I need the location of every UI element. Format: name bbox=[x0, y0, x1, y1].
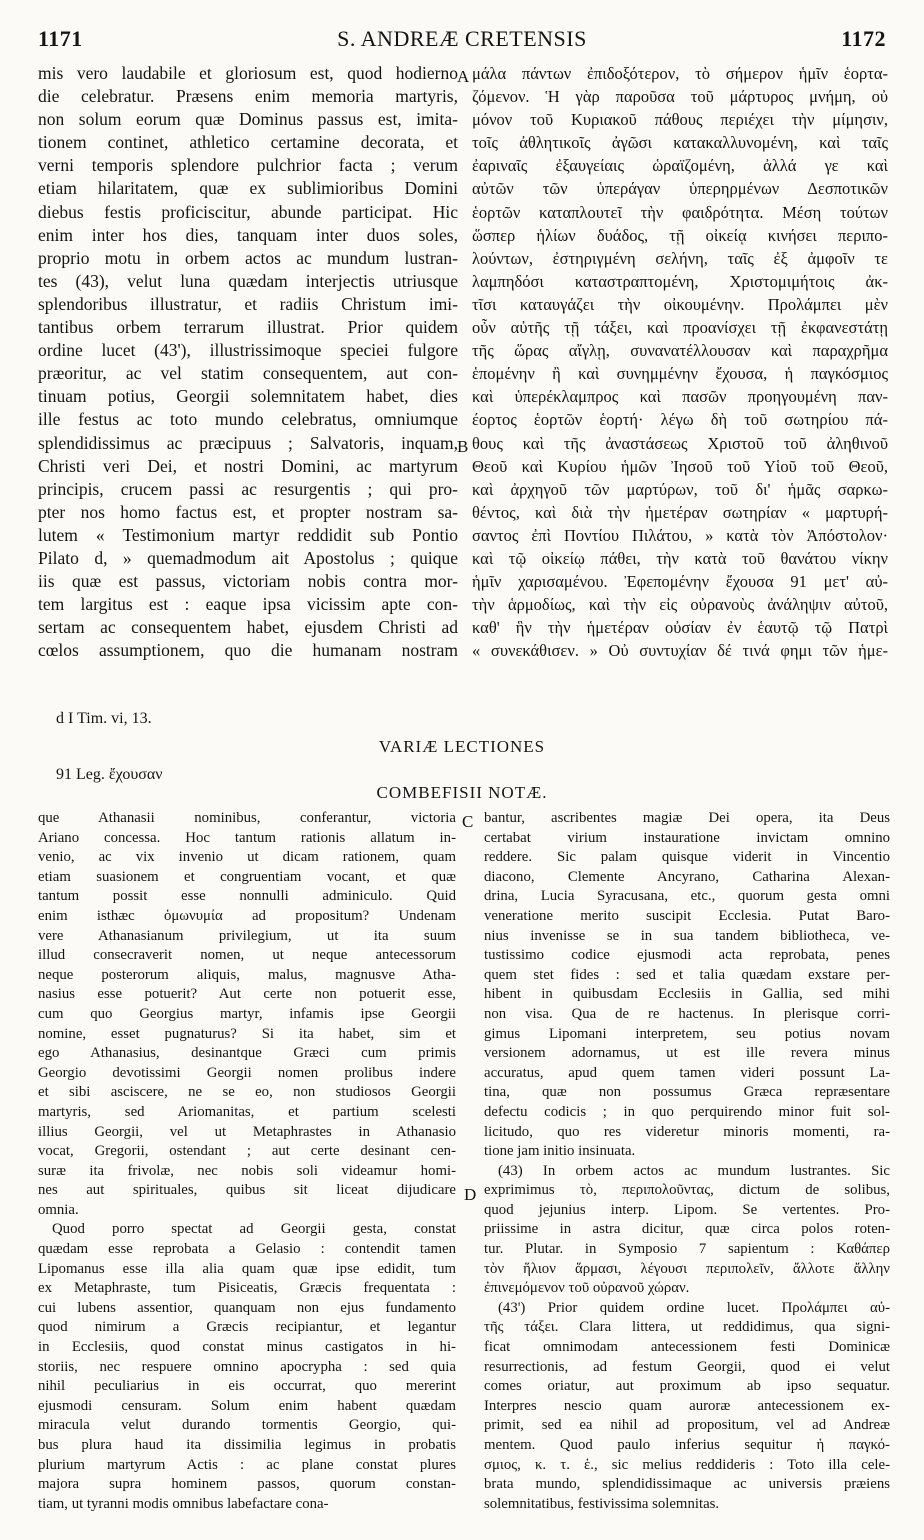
variant-reading-91: 91 Leg. ἔχουσαν bbox=[56, 766, 163, 783]
notes-left-column bbox=[38, 809, 456, 1514]
text-line: diacono, Clemente Ancyrano, Catharina Alexan- bbox=[484, 868, 890, 885]
text-line: nomine, esset pugnaturus? Si ita habet, sim et bbox=[38, 1025, 456, 1042]
notes-right-column bbox=[484, 809, 890, 1514]
text-line: brata mundo, splendidissimaque ac universis præiens bbox=[484, 1476, 890, 1493]
text-line: defectu codicis ; in quo perquirendo minor fuit sol- bbox=[484, 1103, 890, 1120]
text-line: verni temporis splendore pulchrior facta ; verum bbox=[38, 155, 458, 176]
text-line: tionem continet, athletico certamine decorata, et bbox=[38, 132, 458, 153]
text-line: lutem « Testimonium martyr reddidit sub Pontio bbox=[38, 524, 458, 545]
text-line: exprimimus τὸ, περιπολοῦντας, dictum de solibus, bbox=[484, 1182, 890, 1199]
margin-marker-d: D bbox=[464, 1185, 477, 1204]
text-line: καὶ τῷ οἰκείῳ πάθει, τὴν κατὰ τοῦ θανάτου νίκην bbox=[472, 548, 888, 568]
running-title: S. ANDREÆ CRETENSIS bbox=[337, 26, 587, 51]
text-line: quem stet fides : sed et talia quædam exstare per- bbox=[484, 966, 890, 983]
text-line: miracula velut durando tormentis Georgio, qui- bbox=[38, 1417, 456, 1434]
text-line: plurium martyrum Actis : ac plane constat plures bbox=[38, 1456, 456, 1473]
margin-marker-a: A bbox=[457, 67, 470, 86]
text-line: pter nos homo factus est, et propter nostram sa- bbox=[38, 501, 458, 522]
text-line: certabat virium instauratione invictam omnino bbox=[484, 829, 890, 846]
text-line: ejusmodi censuram. Solum enim habent quædam bbox=[38, 1397, 456, 1414]
text-line: Georgio devotissimi Georgii nomen prolibus indere bbox=[38, 1064, 456, 1081]
text-line: ζόμενον. Ἡ γὰρ παροῦσα τοῦ μάρτυρος μνήμη, οὐ bbox=[472, 87, 888, 107]
page-number-left: 1171 bbox=[38, 26, 83, 51]
text-line: Christi veri Dei, et nostri Domini, ac martyrum bbox=[38, 455, 458, 476]
text-line: enim inter hos dies, tanquam inter duos soles, bbox=[38, 224, 458, 245]
greek-text-column bbox=[472, 62, 888, 662]
text-line: Ariano concessa. Hoc tantum rationis allatum in- bbox=[38, 829, 456, 846]
text-line: μόνον τοῦ Κυριακοῦ πάθους περιέχει τὴν μίμησιν, bbox=[472, 110, 888, 130]
text-line: tur. Plutar. in Symposio 7 sapientum : Καθάπερ bbox=[484, 1241, 890, 1258]
text-line: præoritur, ac vel statim consequentem, aut con- bbox=[38, 363, 458, 384]
text-line: diebus festis proficiscitur, abunde participat. Hic bbox=[38, 201, 458, 222]
text-line: σαντος ἐπὶ Ποντίου Πιλάτου, » κατὰ τὸν Ἀπόστολον· bbox=[472, 525, 888, 545]
text-line: sertam ac consequentem habet, ejusdem Christi ad bbox=[38, 617, 458, 638]
text-line: καὶ ὑπερέκλαμπρος καὶ πασῶν προηγουμένη παν- bbox=[472, 387, 888, 407]
text-line: et sibi asciscere, ne se eo, non studiosos Georgii bbox=[38, 1084, 456, 1101]
text-line: licitudo, quo res videretur minoris momenti, ra- bbox=[484, 1123, 890, 1140]
text-line: Lipomanus esse illa alia quam quæ ipse edidit, tum bbox=[38, 1260, 456, 1277]
text-line: vocat, Gregorii, ostendant ; aut certe desinant cen- bbox=[38, 1143, 456, 1160]
text-line: « συνεκάθισεν. » Οὐ συντυχίαν δέ τινά φημι τῶν ἡμε- bbox=[472, 641, 888, 661]
text-line: mentem. Quod paulo inferius sequitur ἡ παγκό- bbox=[484, 1437, 890, 1453]
text-line: etiam suasionem et congruentiam vocant, et quæ bbox=[38, 868, 456, 885]
text-line: Θεοῦ καὶ Κυρίου ἡμῶν Ἰησοῦ τοῦ Υἱοῦ τοῦ Θεοῦ, bbox=[472, 456, 888, 476]
text-line: καὶ ἀρχηγοῦ τῶν μαρτύρων, τοῦ δι' ἡμᾶς σαρκω- bbox=[472, 479, 888, 499]
text-line: nes aut spirituales, quibus sit liceat dijudicare bbox=[38, 1182, 456, 1199]
text-line: quod nimirum a Græcis recipiantur, et legantur bbox=[38, 1319, 456, 1336]
text-line: tinuam potius, Georgii solemnitatem habet, dies bbox=[38, 386, 458, 407]
text-line: ordine lucet (43'), illustrissimoque speciei fulgore bbox=[38, 340, 458, 361]
text-line: proprio motu in orbem actos ac mundum lustran- bbox=[38, 247, 458, 268]
text-line: in Ecclesiis, quod constat minus castigatos in hi- bbox=[38, 1339, 456, 1356]
text-line: die celebratur. Præsens enim memoria martyris, bbox=[38, 86, 458, 107]
text-line: tiam, ut tyranni modis omnibus labefactare cona- bbox=[38, 1495, 329, 1512]
text-line: οὖν αὐτῆς τῇ τάξει, καὶ προανίσχει τῇ ἐκφανεστάτῃ bbox=[472, 318, 888, 338]
text-line: λαμπηδόσι καταστραπτομένη, Χριστομιμήτοις ἀκ- bbox=[472, 271, 888, 291]
text-line: ἑπομένην ἢ καὶ συνημμένην ἔχουσα, ἡ παγκόσμιος bbox=[472, 364, 888, 384]
text-line: τῆς ὥρας αἴγλῃ, συνανατέλλουσαν καὶ παραχρῆμα bbox=[472, 341, 888, 361]
variae-lectiones-title: VARIÆ LECTIONES bbox=[378, 737, 546, 756]
text-line: τὴν ἁρμοδίως, καὶ τὴν εἰς οὐρανοὺς ἀνάληψιν αὐτοῦ, bbox=[472, 595, 888, 615]
latin-text-column bbox=[38, 62, 458, 662]
margin-marker-c: C bbox=[462, 812, 474, 831]
page-number-right: 1172 bbox=[841, 26, 886, 51]
text-line: cum quo Georgius martyr, infamis ipse Georgii bbox=[38, 1005, 456, 1022]
text-line: tina, quæ non possumus Græca repræsentare bbox=[484, 1084, 890, 1101]
text-line: venio, ac vix invenio ut dicam rationem, quam bbox=[38, 849, 456, 866]
text-line: Interpres nescio quam auroræ antecessionem ex- bbox=[484, 1397, 890, 1414]
page-header bbox=[38, 22, 886, 56]
text-line: mis vero laudabile et gloriosum est, quod hodierno bbox=[38, 63, 458, 83]
text-line: (43') Prior quidem ordine lucet. Προλάμπει αὐ- bbox=[498, 1299, 890, 1316]
text-line: bus plura haud ita dissimilia legimus in probatis bbox=[38, 1437, 456, 1453]
text-line: quædam esse reprobata a Gelasio : contendit tamen bbox=[38, 1241, 456, 1258]
text-line: reddere. Sic palam quisque viderit in Vincentio bbox=[484, 849, 890, 866]
text-line: tantum possit esse nonnulli adminiculo. Quid bbox=[38, 888, 456, 905]
text-line: θέντος, καὶ διὰ τὴν ἡμετέραν σωτηρίαν « μαρτυρή- bbox=[472, 502, 888, 522]
text-line: martyris, sed Ariomanitas, et partium scelesti bbox=[38, 1103, 456, 1120]
text-line: (43) In orbem actos ac mundum lustrantes. Sic bbox=[498, 1162, 890, 1179]
combefisii-notae-title: COMBEFISII NOTÆ. bbox=[376, 783, 548, 802]
text-line: ille festus ac toto mundo celebratus, omniumque bbox=[38, 409, 458, 430]
text-line: cœlos assumptionem, quo die humanam nostram bbox=[38, 640, 458, 661]
text-line: que Athanasii nominibus, conferantur, victoria bbox=[38, 810, 456, 826]
text-line: quod jejunius interp. Lipom. Se vertentes. Pro- bbox=[484, 1201, 890, 1218]
margin-marker-b: B bbox=[457, 437, 469, 456]
text-line: drina, Lucia Syracusana, etc., quorum gesta omni bbox=[484, 888, 890, 905]
text-line: illud consecraverit nomen, ut neque antecessorum bbox=[38, 947, 456, 964]
text-line: nihil peculiarius in eis occurrat, quo mererint bbox=[38, 1378, 456, 1395]
text-line: tes (43), velut luna quædam interjectis utriusque bbox=[38, 270, 458, 291]
text-line: non visa. Qua de re hactenus. In plerisque corri- bbox=[484, 1005, 890, 1022]
text-line: ἡμῖν χαρισαμένου. Ἐφεπομένην ἔχουσα 91 μετ' αὐ- bbox=[472, 572, 888, 592]
text-line: tustissimo codice ejusmodi acta reprobata, penes bbox=[484, 947, 890, 964]
text-line: solemnitatibus, festivissima solemnitas. bbox=[484, 1495, 720, 1512]
text-line: λούντων, ἐστηριγμένη σελήνη, ταῖς ἐξ ἀμφοῖν τε bbox=[472, 248, 888, 268]
text-line: comes oriatur, aut proximum ab ipso sequatur. bbox=[484, 1378, 890, 1395]
text-line: bantur, ascribentes magiæ Dei opera, ita Deus bbox=[484, 810, 890, 826]
text-line: ego Athanasius, desinantque Græci cum primis bbox=[38, 1045, 456, 1062]
text-line: αὐτῶν τῶν ὑπεράγαν ὑπερηρμένων Δεσποτικῶν bbox=[472, 179, 888, 199]
text-line: illius Georgii, vel ut Metaphrastes in Athanasio bbox=[38, 1123, 456, 1140]
text-line: splendidissimus ac præcipuus ; Salvatoris, inquam, bbox=[38, 432, 458, 453]
text-line: ex Metaphraste, tum Pisiceatis, Græcis frequentata : bbox=[38, 1280, 456, 1297]
text-line: cui lubens assentior, quanquam non ejus fundamento bbox=[38, 1299, 456, 1316]
text-line: ἑορτῶν καταπλουτεῖ τὴν φαιδρότητα. Μέση τούτων bbox=[472, 202, 888, 222]
text-line: Quod porro spectat ad Georgii gesta, constat bbox=[52, 1221, 456, 1238]
text-line: τῖσι καταυγάζει τὴν οἰκουμένην. Προλάμπει μὲν bbox=[472, 294, 888, 314]
text-line: μάλα πάντων ἐπιδοξότερον, τὸ σήμερον ἡμῖν ἑορτα- bbox=[472, 64, 888, 83]
text-line: majora supra hominem passos, quorum constan- bbox=[38, 1476, 456, 1493]
text-line: gimus Lipomani interpretem, seu potius novam bbox=[484, 1025, 890, 1042]
text-line: ὥσπερ ἡλίων δυάδος, τῇ οἰκείᾳ κινήσει περιπο- bbox=[472, 225, 888, 245]
text-line: versionem adornamus, ut est ille revera minus bbox=[484, 1045, 890, 1062]
text-line: τὸν ἥλιον ἅρμασι, λέγουσι περιπολεῖν, ἄλλοτε ἄλλην bbox=[484, 1260, 890, 1277]
text-line: principis, crucem passi ac resurgentis ; qui pro- bbox=[38, 478, 458, 499]
text-line: iis quæ est passus, victoriam nobis contra mor- bbox=[38, 571, 458, 592]
text-line: hibent in quibusdam Ecclesiis in Gallia, sed mihi bbox=[484, 986, 890, 1003]
text-line: etiam hilaritatem, quæ ex sublimioribus Domini bbox=[38, 178, 458, 199]
text-line: accuratus, apud quem tamen videri possunt La- bbox=[484, 1064, 890, 1081]
text-line: ἐαριναῖς ἐξαυγείαις ὡραϊζομένη, ἀλλά γε καὶ bbox=[472, 156, 888, 176]
text-line: σμιος, κ. τ. ἑ., sic melius reddideris : Toto illa cele- bbox=[484, 1456, 890, 1473]
text-line: Pilato d, » quemadmodum ait Apostolus ; quique bbox=[38, 547, 458, 568]
text-line: veneratione merito suscipit Ecclesia. Putat Baro- bbox=[484, 907, 890, 924]
text-line: storiis, nec respuere omnino apocrypha : sed quia bbox=[38, 1358, 456, 1375]
text-line: nius invenisse se in sua tandem bibliotheca, ve- bbox=[484, 927, 890, 944]
text-line: καθ' ἣν τὴν ἡμετέραν οὐσίαν ἐν ἑαυτῷ τῷ Πατρὶ bbox=[472, 618, 888, 638]
text-line: τῆς τάξει. Clara littera, ut reddidimus, qua signi- bbox=[484, 1319, 890, 1336]
text-line: priissime in astra dicitur, quæ circa polos roten- bbox=[484, 1221, 890, 1238]
text-line: primit, sed ea nihil ad propositum, vel ad Andreæ bbox=[484, 1417, 890, 1434]
footnote-d: d I Tim. vi, 13. bbox=[56, 710, 152, 727]
text-line: suræ ita frivolæ, nec nobis soli videamur homi- bbox=[38, 1162, 456, 1179]
text-line: vere Athanasianum privilegium, ut ita suum bbox=[38, 927, 456, 944]
text-line: θους καὶ τῆς ἀναστάσεως Χριστοῦ τοῦ ἀληθινοῦ bbox=[472, 433, 888, 453]
text-line: neque posterorum aliquis, malus, magnusve Atha- bbox=[38, 966, 456, 983]
text-line: έορτος ἑορτῶν ἑορτή· λέγω δὴ τοῦ σωτηρίου πά- bbox=[472, 410, 888, 430]
text-line: ἐπινεμόμενον τοῦ οὐρανοῦ χώραν. bbox=[484, 1280, 690, 1297]
text-line: ficat omnimodam antecessionem festi Dominicæ bbox=[484, 1339, 890, 1356]
text-line: tem largitus est : eaque ipsa vicissim apte con- bbox=[38, 594, 458, 615]
text-line: splendoribus illustratur, et radiis Christum imi- bbox=[38, 293, 458, 314]
text-line: enim isthæc ὁμωνυμία ad propositum? Undenam bbox=[38, 907, 456, 924]
text-line: non solum eorum quæ Dominus passus est, imita- bbox=[38, 109, 458, 130]
text-line: tantibus orbem terrarum illustrat. Prior quidem bbox=[38, 317, 458, 338]
text-line: τοῖς ἀθλητικοῖς ἀγῶσι κατακαλλυνομένη, καὶ ταῖς bbox=[472, 133, 888, 153]
text-line: nasius esse potuerit? Aut certe non potuerit esse, bbox=[38, 986, 456, 1003]
text-line: tione jam initio insinuata. bbox=[484, 1143, 636, 1160]
text-line: resurrectionis, ad festum Georgii, quod ei velut bbox=[484, 1358, 890, 1375]
text-line: omnia. bbox=[38, 1201, 79, 1218]
